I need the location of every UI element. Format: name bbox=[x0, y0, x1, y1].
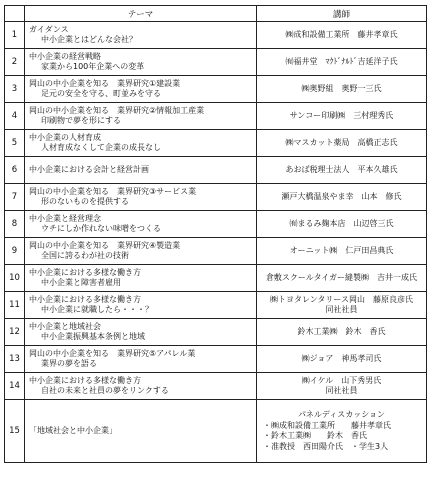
syllabus-table-wrapper bbox=[4, 5, 426, 463]
row-num: 2 bbox=[5, 49, 25, 76]
table-row bbox=[5, 238, 427, 265]
row-num: 14 bbox=[5, 373, 25, 400]
row-theme bbox=[25, 157, 257, 184]
row-theme bbox=[25, 265, 257, 292]
panelist-line: ・准教授 西田陽介氏 ・学生3人 bbox=[263, 441, 389, 451]
row-theme bbox=[25, 292, 257, 319]
table-row bbox=[5, 292, 427, 319]
panelist-line: ・鈴木工業㈱ 鈴木 香氏 bbox=[263, 431, 367, 440]
row-num: 12 bbox=[5, 319, 25, 346]
lecturer-line: ㈱イケル 山下秀男氏 bbox=[301, 375, 382, 385]
theme-line-1: 中小企業における多様な働き方 bbox=[29, 375, 141, 385]
theme-line-1: 中小企業における多様な働き方 bbox=[29, 267, 141, 277]
table-row bbox=[5, 211, 427, 238]
theme-line-1: 中小企業における会計と経営計画 bbox=[29, 164, 149, 174]
row-num: 15 bbox=[5, 400, 25, 463]
lecturer-line: 瀬戸大橋温泉やま幸 山本 修氏 bbox=[281, 191, 402, 201]
lecturer-line: ㈲まるみ麹本店 山辺啓三氏 bbox=[289, 218, 394, 228]
row-lecturer bbox=[257, 76, 427, 103]
row-lecturer bbox=[257, 157, 427, 184]
theme-line-2: ウチにしか作れない味噌をつくる bbox=[41, 224, 161, 233]
row-num: 10 bbox=[5, 265, 25, 292]
table-row bbox=[5, 103, 427, 130]
lecturer-line: ㈱トヨタレンタリース岡山 藤原良彦氏 bbox=[269, 294, 414, 304]
row-lecturer bbox=[257, 22, 427, 49]
row-num: 5 bbox=[5, 130, 25, 157]
row-theme bbox=[25, 319, 257, 346]
row-lecturer bbox=[257, 373, 427, 400]
table-row bbox=[5, 157, 427, 184]
lecturer-line: オーニット㈱ 仁戸田昌典氏 bbox=[289, 245, 394, 255]
theme-line-1: 岡山の中小企業を知る 業界研究④製造業 bbox=[29, 240, 181, 250]
header-lecturer: 講師 bbox=[257, 6, 427, 22]
row-num: 7 bbox=[5, 184, 25, 211]
lecturer-line: 同社社員 bbox=[325, 386, 358, 395]
row-theme bbox=[25, 130, 257, 157]
syllabus-table bbox=[4, 5, 427, 463]
row-lecturer bbox=[257, 265, 427, 292]
theme-line-1: 岡山の中小企業を知る 業界研究③サービス業 bbox=[29, 186, 197, 196]
lecturer-line: 鈴木工業㈱ 鈴木 香氏 bbox=[297, 326, 386, 336]
table-header-row bbox=[5, 6, 427, 22]
row-num: 13 bbox=[5, 346, 25, 373]
lecturer-line: 同社社員 bbox=[325, 305, 358, 314]
row-theme bbox=[25, 103, 257, 130]
header-num bbox=[5, 6, 25, 22]
theme-line-1: 岡山の中小企業を知る 業界研究①建設業 bbox=[29, 78, 181, 88]
table-row bbox=[5, 400, 427, 463]
theme-line-1: 中小企業の人材育成 bbox=[29, 132, 101, 142]
row-lecturer bbox=[257, 130, 427, 157]
row-lecturer bbox=[257, 346, 427, 373]
row-theme bbox=[25, 22, 257, 49]
row-num: 9 bbox=[5, 238, 25, 265]
theme-line-2: 中小企業とはどんな会社？ bbox=[41, 35, 137, 44]
row-lecturer bbox=[257, 211, 427, 238]
theme-line-2: 業界の夢を語る bbox=[41, 359, 97, 368]
row-lecturer bbox=[257, 292, 427, 319]
row-theme bbox=[25, 49, 257, 76]
lecturer-line: ㈱ジョア 神馬孝司氏 bbox=[301, 353, 382, 363]
row-lecturer bbox=[257, 49, 427, 76]
row-lecturer bbox=[257, 238, 427, 265]
theme-line-1: 中小企業の経営戦略 bbox=[29, 51, 101, 61]
table-row bbox=[5, 319, 427, 346]
lecturer-line: ㈱成和設備工業所 藤井孝章氏 bbox=[285, 29, 398, 39]
theme-line-2: 家業から100年企業への変革 bbox=[41, 62, 145, 71]
row-theme bbox=[25, 238, 257, 265]
lecturer-line: ㈱奥野組 奥野一三氏 bbox=[301, 83, 382, 93]
row-num: 1 bbox=[5, 22, 25, 49]
table-row bbox=[5, 346, 427, 373]
panel-title: パネルディスカッション bbox=[297, 410, 386, 419]
table-row bbox=[5, 22, 427, 49]
row-num: 3 bbox=[5, 76, 25, 103]
theme-line-1: 中小企業と経営理念 bbox=[29, 213, 101, 223]
row-lecturer bbox=[257, 400, 427, 463]
row-lecturer bbox=[257, 319, 427, 346]
lecturer-line: ㈲福井堂 ﾏｸﾄﾞﾅﾙﾄﾞ吉延洋子氏 bbox=[285, 56, 398, 66]
row-num: 8 bbox=[5, 211, 25, 238]
theme-line-2: 中小企業に就職したら・・・？ bbox=[41, 305, 153, 314]
row-theme bbox=[25, 184, 257, 211]
theme-line-1: ガイダンス bbox=[29, 24, 69, 34]
row-theme bbox=[25, 373, 257, 400]
table-row bbox=[5, 130, 427, 157]
lecturer-line: ㈱マスカット薬局 高橋正志氏 bbox=[285, 137, 398, 147]
row-lecturer bbox=[257, 184, 427, 211]
row-theme bbox=[25, 346, 257, 373]
row-theme bbox=[25, 400, 257, 463]
lecturer-line: 倉敷スクールタイガー縫製㈱ 吉井一成氏 bbox=[265, 272, 418, 282]
theme-line-1: 岡山の中小企業を知る 業界研究⑤アパレル業 bbox=[29, 348, 196, 358]
table-row bbox=[5, 184, 427, 211]
theme-line-1: 中小企業と地域社会 bbox=[29, 321, 101, 331]
table-row bbox=[5, 265, 427, 292]
theme-line-2: 人材育成なくして企業の成長なし bbox=[41, 143, 161, 152]
theme-line-2: 中小企業振興基本条例と地域 bbox=[41, 332, 145, 341]
row-theme bbox=[25, 76, 257, 103]
theme-line-2: 印刷物で夢を形にする bbox=[41, 116, 121, 125]
theme-line-1: 岡山の中小企業を知る 業界研究②情報加工産業 bbox=[29, 105, 205, 115]
header-theme: テーマ bbox=[25, 6, 257, 22]
theme-line-2: 形のないものを提供する bbox=[41, 197, 129, 206]
theme-line-2: 自社の未来と社員の夢をリンクする bbox=[41, 386, 169, 395]
theme-line-2: 全国に誇るわが社の技術 bbox=[41, 251, 129, 260]
theme-line-2: 足元の安全を守る、町並みを守る bbox=[41, 89, 161, 98]
theme-line-1: 中小企業における多様な働き方 bbox=[29, 294, 141, 304]
lecturer-line: サンコー印刷㈱ 三村理秀氏 bbox=[289, 110, 394, 120]
lecturer-line: あおば税理士法人 平本久雄氏 bbox=[285, 164, 398, 174]
theme-line-1: 「地域社会と中小企業」 bbox=[29, 425, 117, 435]
row-num: 6 bbox=[5, 157, 25, 184]
row-num: 11 bbox=[5, 292, 25, 319]
row-lecturer bbox=[257, 103, 427, 130]
row-theme bbox=[25, 211, 257, 238]
table-row bbox=[5, 76, 427, 103]
table-row bbox=[5, 49, 427, 76]
row-num: 4 bbox=[5, 103, 25, 130]
theme-line-2: 中小企業と障害者雇用 bbox=[41, 278, 121, 287]
panelist-line: ・㈱成和設備工業所 藤井孝章氏 bbox=[263, 420, 391, 430]
table-row bbox=[5, 373, 427, 400]
